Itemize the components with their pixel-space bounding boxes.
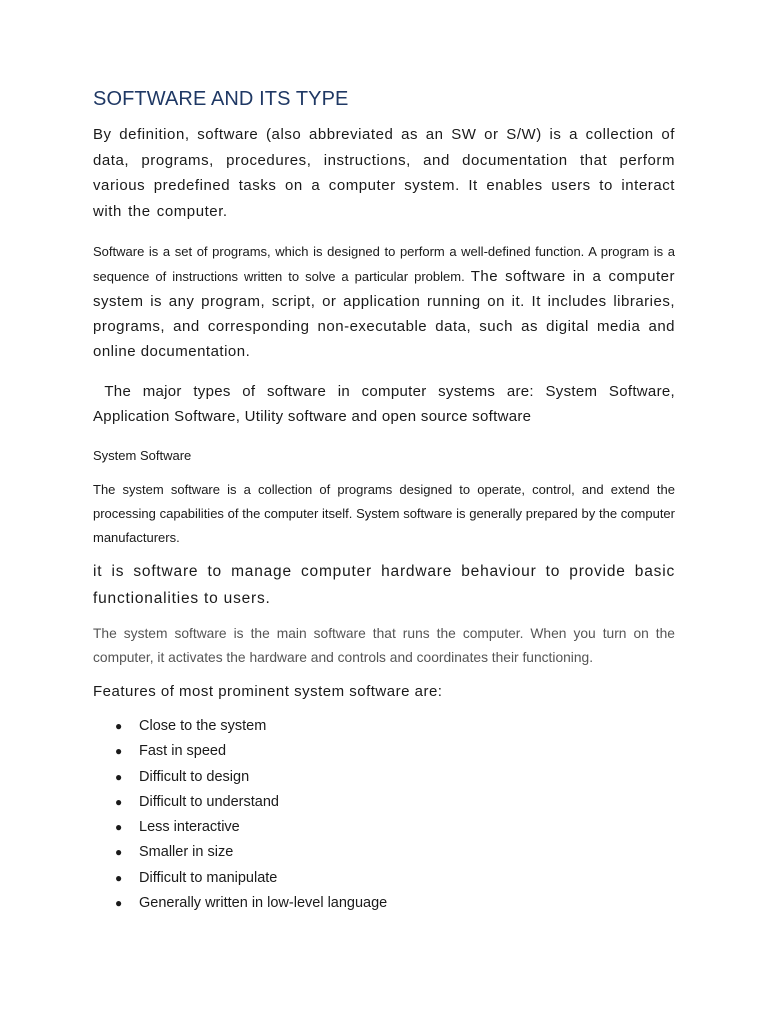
system-software-description: The system software is a collection of programs designed to operate, control, and extend the processing capabilities of the computer itself. System software is generally prepared by the computer manufacturers. <box>93 482 675 545</box>
types-paragraph <box>93 379 675 429</box>
bullet-icon: ● <box>115 794 123 809</box>
list-item <box>115 815 675 840</box>
bullet-icon: ● <box>115 769 123 784</box>
list-item <box>115 790 675 815</box>
system-software-purpose: it is software to manage computer hardware behaviour to provide basic functionalities to users. <box>93 563 675 607</box>
feature-text: Difficult to design <box>139 768 250 785</box>
features-heading: Features of most prominent system software are: <box>93 683 443 700</box>
features-list <box>93 714 675 916</box>
definition-paragraph <box>93 239 675 364</box>
definition-small-text: Software is a set of programs, which is designed to perform a well-defined function. A program is a sequence of instructions written to solve a particular problem. <box>93 244 675 284</box>
bullet-icon: ● <box>115 896 123 911</box>
intro-paragraph: By definition, software (also abbreviated as an SW or S/W) is a collection of data, programs, procedures, instructions, and documentation that perform various predefined tasks on a computer system. It enables users to interact with the computer. <box>93 126 675 220</box>
bullet-icon: ● <box>115 744 123 759</box>
document-title: SOFTWARE AND ITS TYPE <box>93 88 349 110</box>
feature-text: Difficult to understand <box>139 793 279 810</box>
feature-text: Smaller in size <box>139 844 234 861</box>
feature-text: Fast in speed <box>139 743 227 760</box>
bullet-icon: ● <box>115 870 123 885</box>
document-page <box>93 86 675 916</box>
bullet-icon: ● <box>115 719 123 733</box>
list-item <box>115 714 675 739</box>
system-software-main: The system software is the main software that runs the computer. When you turn on the computer, it activates the hardware and controls and coordinates their functioning. <box>93 626 675 665</box>
feature-text: Close to the system <box>139 718 267 734</box>
list-item <box>115 866 675 891</box>
feature-text: Less interactive <box>139 819 240 836</box>
list-item <box>115 840 675 865</box>
bullet-icon: ● <box>115 820 123 835</box>
list-item <box>115 739 675 764</box>
list-item <box>115 891 675 916</box>
feature-text: Difficult to manipulate <box>139 869 278 886</box>
system-software-heading: System Software <box>93 448 192 463</box>
bullet-icon: ● <box>115 845 123 860</box>
definition-large-text: The software in a computer system is any program, script, or application running on it. It includes libraries, programs, and corresponding non-executable data, such as digital media and online documentation. <box>93 268 675 360</box>
list-item <box>115 765 675 790</box>
feature-text: Generally written in low-level language <box>139 895 388 912</box>
types-intro-text: The major types of software in computer systems are: System Software, Application Software, Utility software and open source software <box>93 383 675 425</box>
